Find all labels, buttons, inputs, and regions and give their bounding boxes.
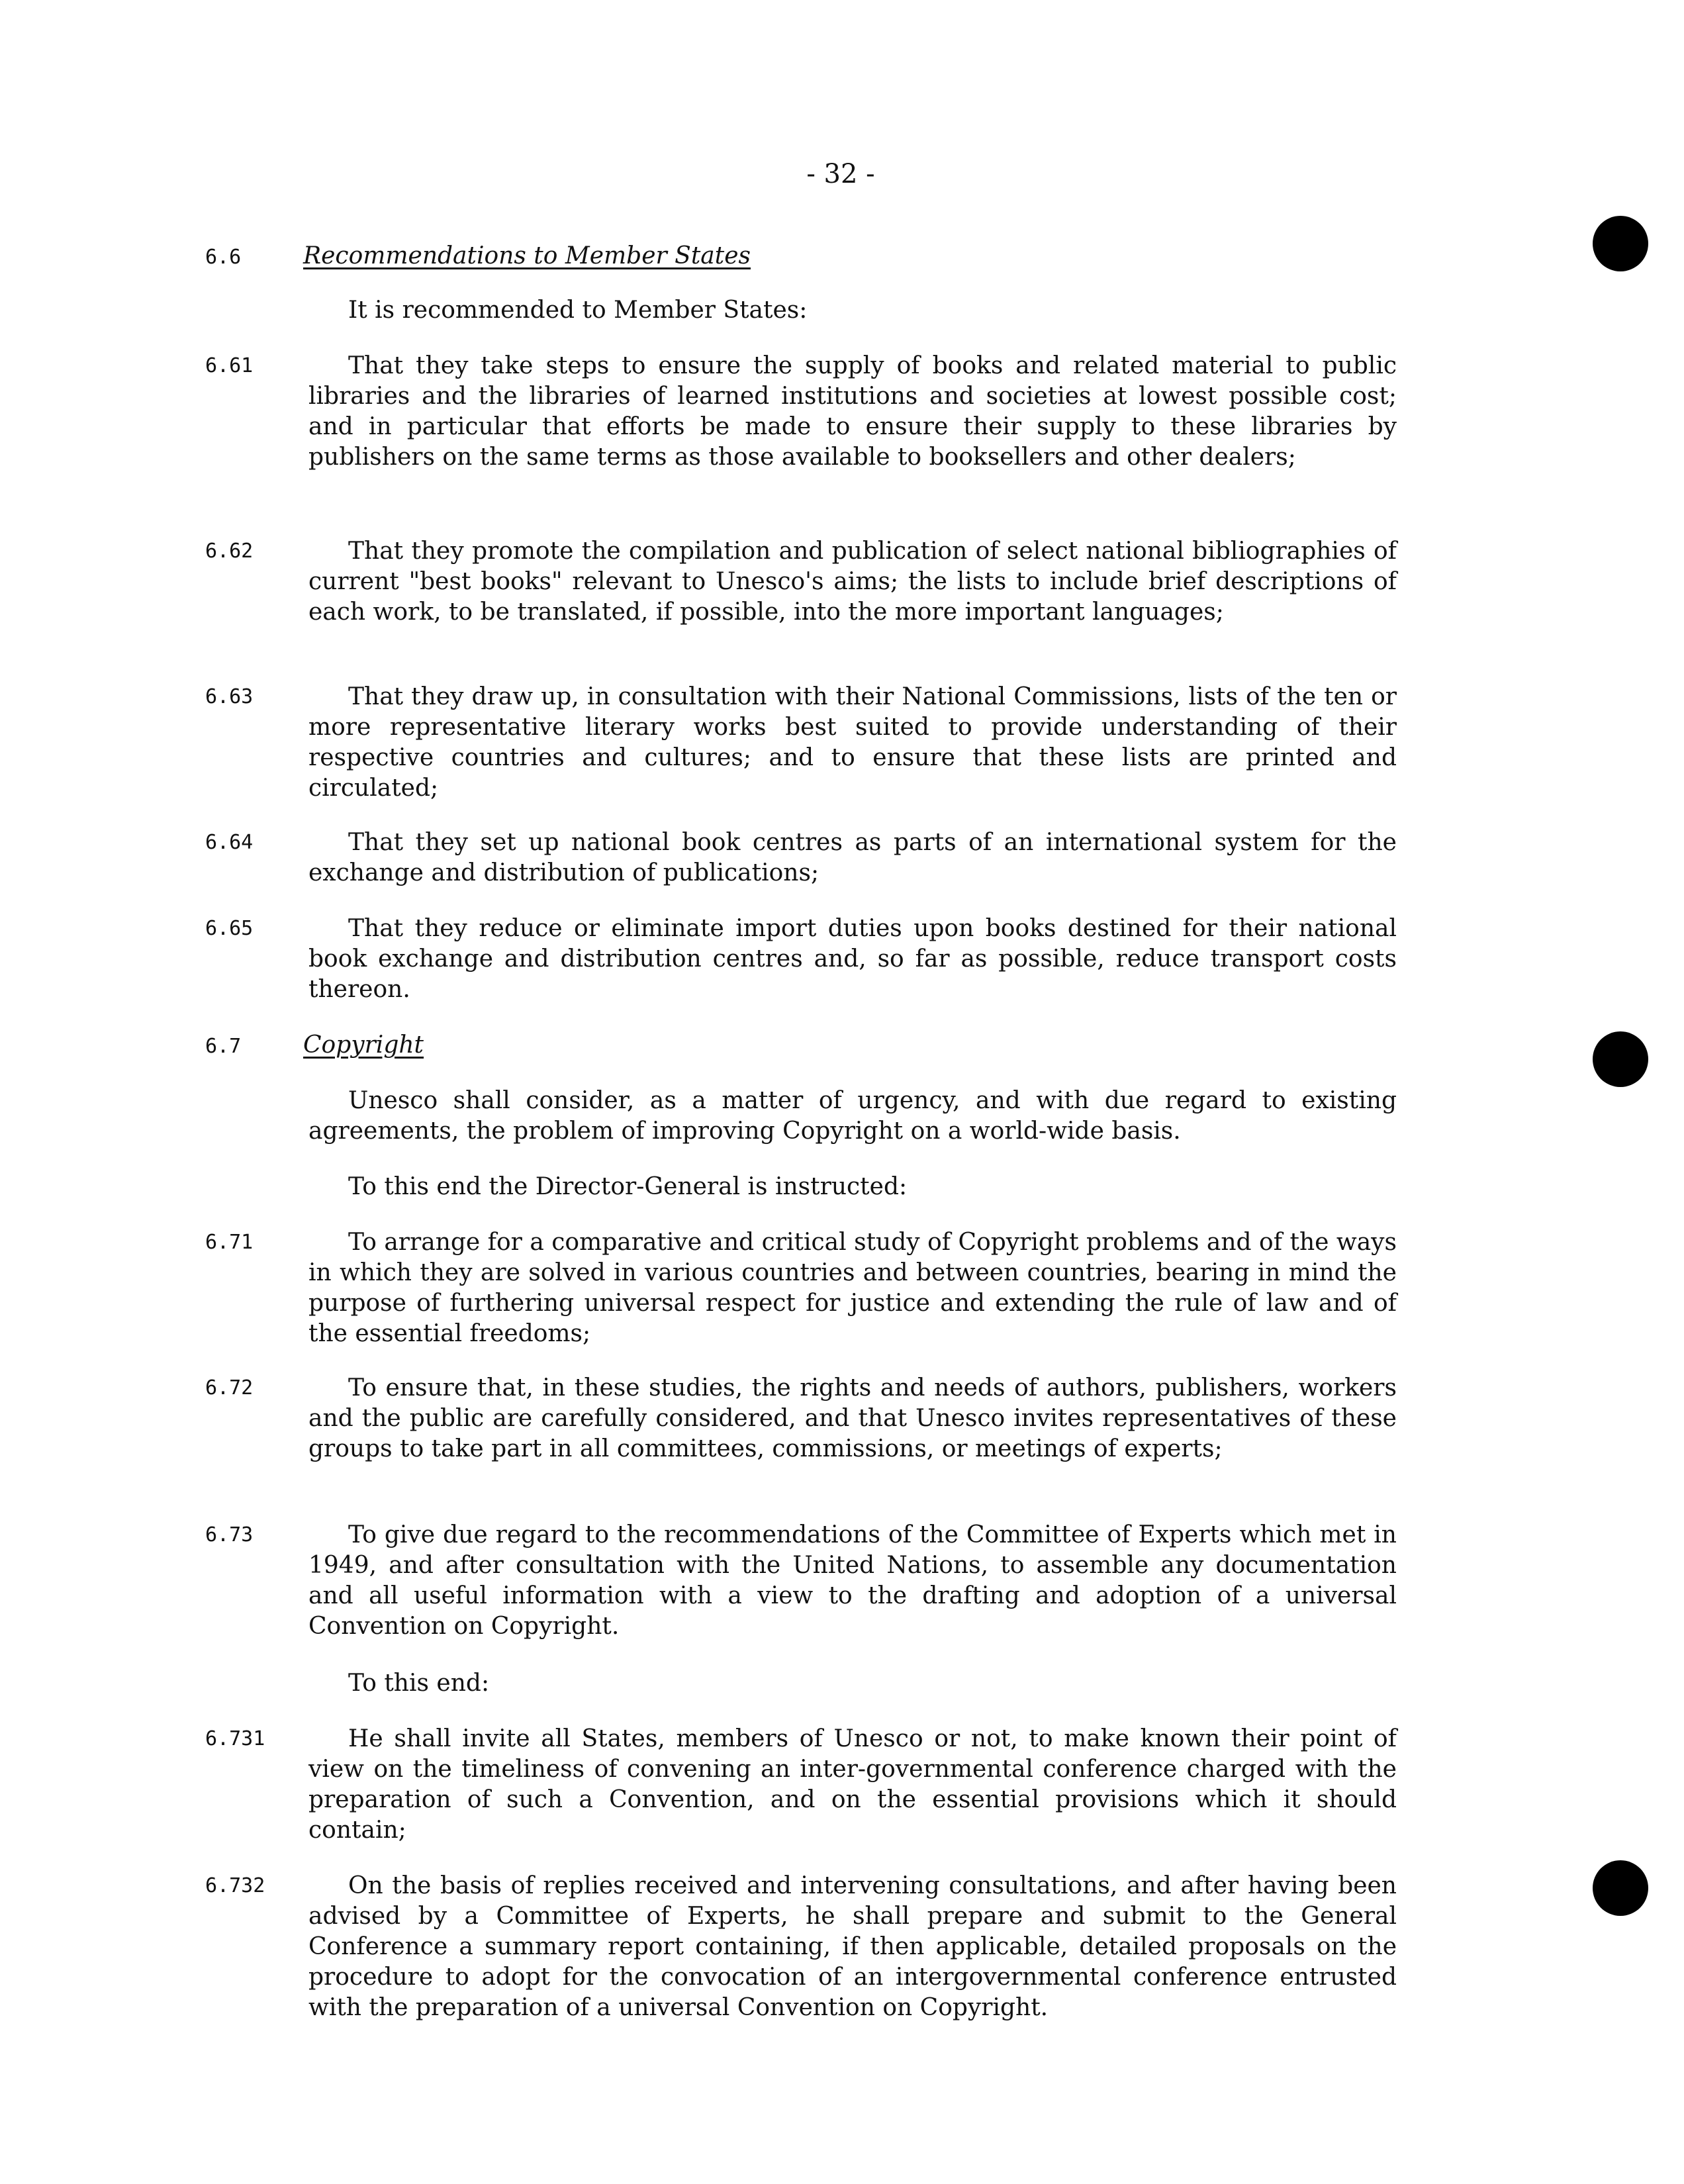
punch-hole-top [1593,216,1648,271]
punch-hole-bottom [1593,1860,1648,1916]
paragraph-number-6-62: 6.62 [205,540,254,563]
section-intro-6-6: It is recommended to Member States: [348,297,808,324]
paragraph-6-64: That they set up national book centres as parts of an international system for the exchange and distribution of publications; [308,829,1397,886]
paragraph-6-61: That they take steps to ensure the supply of books and related material to public libraries and the libraries of learned institutions and societies at lowest possible cost; and in particular that efforts be made to ensure their supply to these libraries by publishers on the same terms as those available to booksellers and other dealers; [308,352,1397,471]
paragraph-6-732: On the basis of replies received and intervening consultations, and after having been advised by a Committee of Experts, he shall prepare and submit to the General Conference a summary report containing, if then applicable, detailed proposals on the procedure to adopt for the convocation of an intergovernmental conference entrusted with the preparation of a universal Convention on Copyright. [308,1872,1397,2021]
paragraph-number-6-732: 6.732 [205,1874,265,1897]
section-number-6-7: 6.7 [205,1035,242,1058]
paragraph-number-6-61: 6.61 [205,354,254,377]
page-number: - 32 - [806,159,875,189]
paragraph-6-73: To give due regard to the recommendations of the Committee of Experts which met in 1949, and after consultation with the United Nations, to assemble any documentation and all useful information with a view to the drafting and adoption of a universal Convention on Copyright. [308,1521,1397,1640]
section-title-copyright: Copyright [303,1031,424,1059]
paragraph-6-65: That they reduce or eliminate import duties upon books destined for their national book exchange and distribution centres and, so far as possible, reduce transport costs thereon. [308,915,1397,1003]
paragraph-6-63: That they draw up, in consultation with their National Commissions, lists of the ten or more representative literary works best suited to provide understanding of their respective countries and cultures; and to ensure that these lists are printed and circulated; [308,683,1397,802]
paragraph-6-731: He shall invite all States, members of Unesco or not, to make known their point of view on the timeliness of convening an inter-governmental conference charged with the preparation of such a Convention, and on the essential provisions which it should contain; [308,1725,1397,1844]
paragraph-number-6-72: 6.72 [205,1376,254,1400]
paragraph-number-6-64: 6.64 [205,831,254,854]
section-number-6-6: 6.6 [205,246,242,269]
punch-hole-middle [1593,1031,1648,1087]
paragraph-number-6-65: 6.65 [205,917,254,940]
sub-intro-to-this-end: To this end: [348,1670,490,1697]
paragraph-number-6-731: 6.731 [205,1727,265,1750]
paragraph-number-6-63: 6.63 [205,685,254,708]
paragraph-6-71: To arrange for a comparative and critical study of Copyright problems and of the ways in which they are solved in various countries and between countries, bearing in mind the purpose of furthering universal respect for justice and extending the rule of law and of the essential freedoms; [308,1229,1397,1347]
instruction-director-general: To this end the Director-General is instructed: [348,1173,908,1200]
section-title-recommendations: Recommendations to Member States [303,242,751,269]
section-intro-6-7: Unesco shall consider, as a matter of urgency, and with due regard to existing agreements, the problem of improving Copyright on a world-wide basis. [308,1087,1397,1145]
paragraph-6-62: That they promote the compilation and publication of select national bibliographies of current "best books" relevant to Unesco's aims; the lists to include brief descriptions of each work, to be translated, if possible, into the more important languages; [308,538,1397,626]
paragraph-number-6-71: 6.71 [205,1231,254,1254]
paragraph-6-72: To ensure that, in these studies, the rights and needs of authors, publishers, workers and the public are carefully considered, and that Unesco invites representatives of these groups to take part in all committees, commissions, or meetings of experts; [308,1374,1397,1462]
paragraph-number-6-73: 6.73 [205,1523,254,1546]
